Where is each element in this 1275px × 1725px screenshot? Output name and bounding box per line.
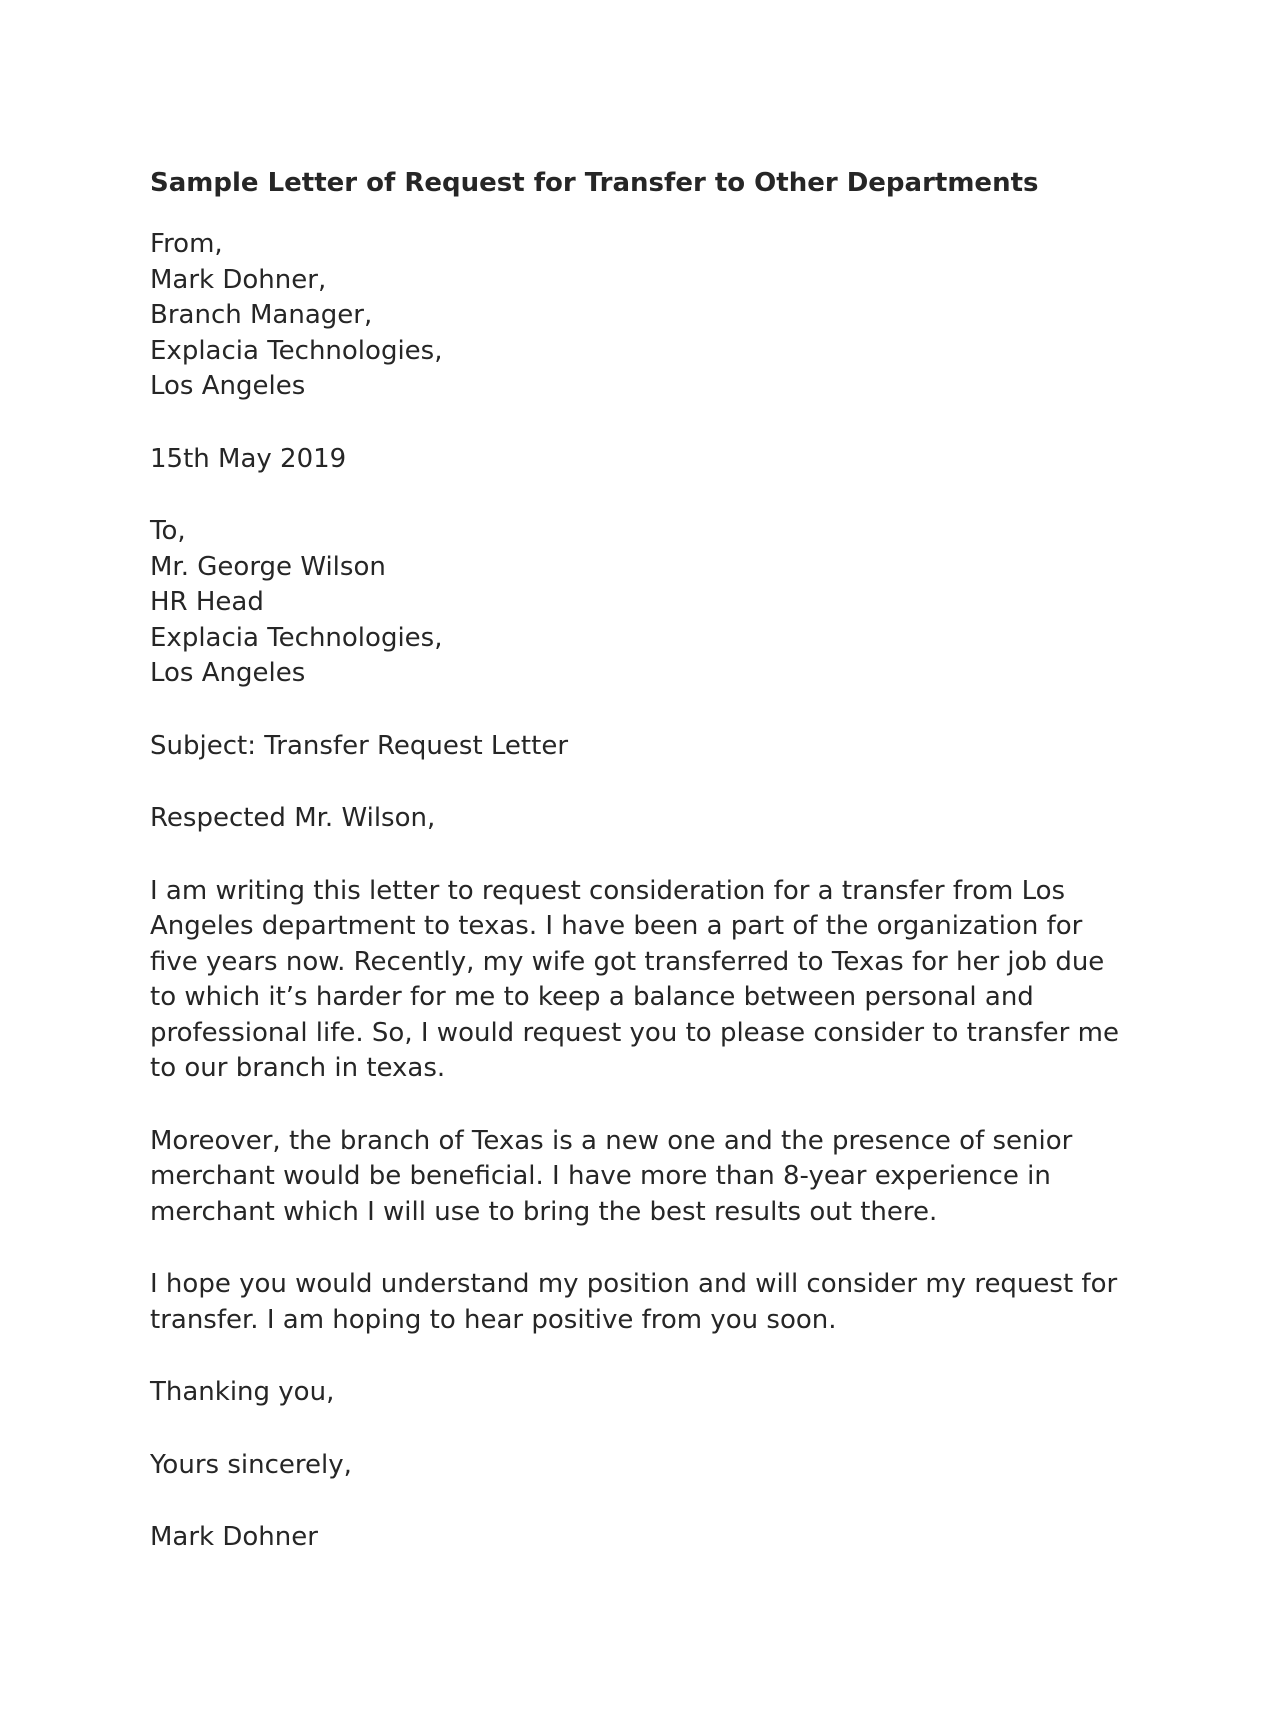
recipient-block [150, 514, 1130, 692]
recipient-label: To, [150, 516, 186, 546]
letter-subject: Subject: Transfer Request Letter [150, 730, 569, 761]
body-line: Moreover, the branch of Texas is a new one and the presence of senior [150, 1125, 1073, 1156]
body-paragraph-1 [150, 874, 1130, 1087]
body-line: to our branch in texas. [150, 1053, 446, 1083]
body-line: I hope you would understand my position and will consider my request for [150, 1269, 1118, 1299]
body-line: five years now. Recently, my wife got transferred to Texas for her job due [150, 946, 1105, 977]
sender-position: Branch Manager, [150, 300, 373, 330]
letter-date: 15th May 2019 [150, 443, 347, 474]
body-line: Angeles department to texas. I have been a part of the organization for [150, 911, 1083, 941]
recipient-name: Mr. George Wilson [150, 551, 386, 582]
letter-salutation: Respected Mr. Wilson, [150, 803, 436, 833]
letter-title: Sample Letter of Request for Transfer to Other Departments [150, 168, 1039, 198]
recipient-city: Los Angeles [150, 658, 306, 688]
sender-company: Explacia Technologies, [150, 335, 443, 366]
sender-city: Los Angeles [150, 371, 306, 401]
closing-thanks: Thanking you, [150, 1377, 335, 1407]
body-line: transfer. I am hoping to hear positive from you soon. [150, 1304, 837, 1335]
sender-block [150, 227, 1130, 405]
signature-name: Mark Dohner [150, 1522, 318, 1552]
sender-label: From, [150, 229, 223, 259]
body-paragraph-3 [150, 1267, 1130, 1338]
sender-name: Mark Dohner, [150, 264, 327, 295]
closing-valediction: Yours sincerely, [150, 1449, 352, 1480]
body-line: professional life. So, I would request you to please consider to transfer me [150, 1017, 1119, 1048]
body-line: merchant would be beneficial. I have more than 8-year experience in [150, 1161, 1051, 1191]
recipient-company: Explacia Technologies, [150, 622, 443, 653]
body-line: to which it’s harder for me to keep a balance between personal and [150, 982, 1034, 1012]
letter-page [150, 165, 1130, 1593]
body-line: merchant which I will use to bring the best results out there. [150, 1196, 938, 1227]
body-paragraph-2 [150, 1124, 1130, 1231]
recipient-position: HR Head [150, 587, 264, 617]
body-line: I am writing this letter to request consideration for a transfer from Los [150, 875, 1066, 906]
